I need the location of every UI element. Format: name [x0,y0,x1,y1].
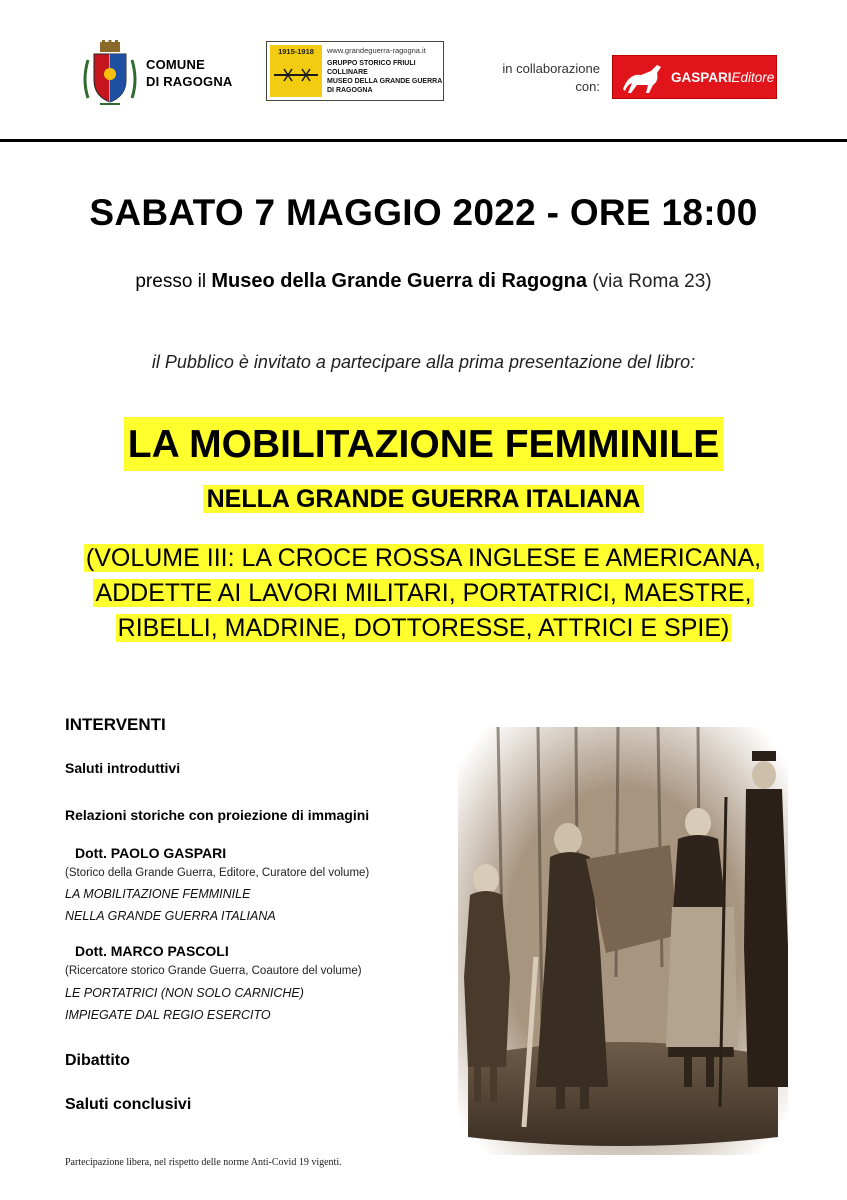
greyhound-icon [619,59,667,97]
header-divider [0,139,847,142]
gaspari-word: GASPARI [671,70,732,85]
gaspari-name [671,70,774,85]
venue-address: (via Roma 23) [592,271,712,292]
comune-line2: DI RAGOGNA [146,74,233,89]
gruppo-url: www.grandeguerra-ragogna.it [327,46,426,55]
speaker-2-name: Dott. MARCO PASCOLI [75,943,229,959]
speaker-1-name: Dott. PAOLO GASPARI [75,845,227,861]
speaker-1-talk-line1: LA MOBILITAZIONE FEMMINILE [65,887,251,901]
speaker-2-talk-line2: IMPIEGATE DAL REGIO ESERCITO [65,1008,271,1022]
volume-line-3: RIBELLI, MADRINE, DOTTORESSE, ATTRICI E SPIE) [117,614,730,642]
event-date: SABATO 7 MAGGIO 2022 - ORE 18:00 [89,192,758,233]
comune-label [146,56,233,90]
volume-line-2: ADDETTE AI LAVORI MILITARI, PORTATRICI, MAESTRE, [95,579,752,607]
gruppo-storico-logo [266,41,444,101]
footnote: Partecipazione libera, nel rispetto delle norme Anti-Covid 19 vigenti. [65,1157,342,1168]
comune-line1: COMUNE [146,57,205,72]
gruppo-line3: DI RAGOGNA [327,87,373,94]
saluti-introduttivi: Saluti introduttivi [65,760,181,776]
header [0,0,847,140]
editore-word: Editore [731,70,775,85]
historical-photo [458,727,788,1155]
book-title-block [0,417,847,471]
volume-description [0,541,847,646]
program-heading: INTERVENTI [65,715,166,734]
volume-line-1: (VOLUME III: LA CROCE ROSSA INGLESE E AMERICANA, [85,544,762,572]
venue-name: Museo della Grande Guerra di Ragogna [211,270,588,292]
speaker-2-role: (Ricercatore storico Grande Guerra, Coautore del volume) [65,965,362,977]
speaker-1-talk-line2: NELLA GRANDE GUERRA ITALIANA [65,909,276,923]
book-subtitle: NELLA GRANDE GUERRA ITALIANA [203,485,645,513]
collab-line1: in collaborazione [502,61,600,76]
dibattito: Dibattito [65,1052,130,1069]
invitation-text: il Pubblico è invitato a partecipare alla prima presentazione del libro: [151,352,696,372]
speaker-2-talk-line1: LE PORTATRICI (NON SOLO CARNICHE) [65,986,304,1000]
gruppo-line1: GRUPPO STORICO FRIULI COLLINARE [327,60,416,76]
book-title: LA MOBILITAZIONE FEMMINILE [124,417,723,471]
venue-prefix: presso il [135,271,207,292]
comune-coat-of-arms-icon [80,40,140,108]
gaspari-editore-logo [612,55,777,99]
gruppo-badge [270,45,322,97]
relazioni-label: Relazioni storiche con proiezione di immagini [65,807,370,823]
barbed-wire-icon [270,45,322,97]
gruppo-name [327,59,443,95]
speaker-1-role: (Storico della Grande Guerra, Editore, Curatore del volume) [65,867,370,879]
gruppo-years: 1915-1918 [278,47,314,56]
saluti-conclusivi: Saluti conclusivi [65,1096,192,1113]
collab-line2: con: [575,79,600,94]
event-venue [0,270,847,293]
gruppo-line2: MUSEO DELLA GRANDE GUERRA [327,78,443,85]
collaboration-label [470,60,600,96]
book-subtitle-block [0,481,847,517]
